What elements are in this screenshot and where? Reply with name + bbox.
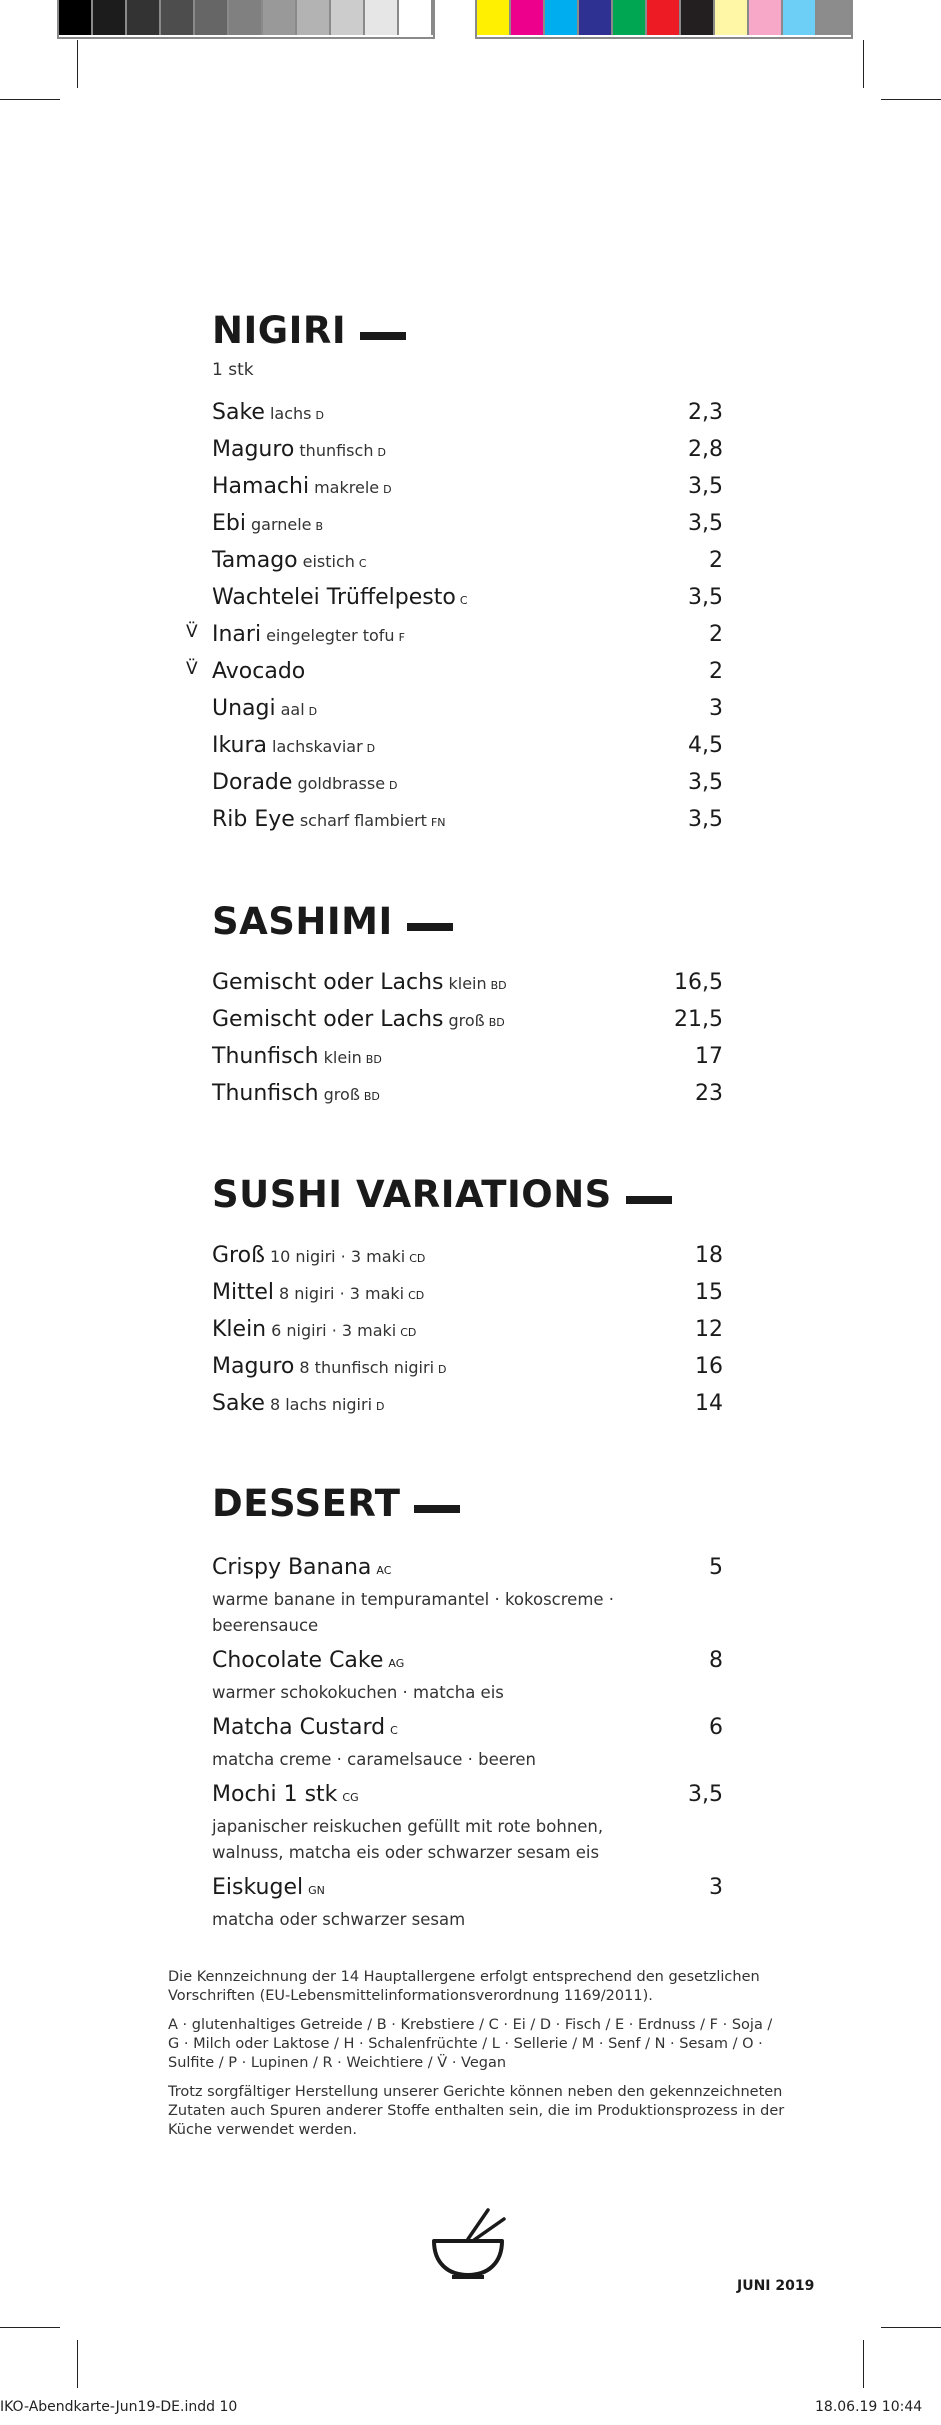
item-name: Mochi 1 stk [212, 1782, 338, 1807]
allergen-note-traces: Trotz sorgfältiger Herstellung unserer Gerichte können neben den gekennzeichneten Zutaten auch Spuren anderer Stoffe enthalten sein, die im Produktionsprozess in der Küche verwendet werden. [168, 2084, 785, 2138]
item-name: Chocolate Cake [212, 1648, 384, 1673]
item-price: 2 [709, 548, 723, 573]
item-description: lachs [269, 404, 312, 423]
dessert-item [212, 1875, 723, 1933]
item-name: Mittel [212, 1280, 274, 1305]
item-price: 3,5 [688, 585, 723, 610]
menu-item-row [186, 622, 723, 659]
item-price: 5 [709, 1555, 723, 1580]
print-slug-timestamp: 18.06.19 10:44 [815, 2399, 923, 2415]
color-swatch [613, 0, 647, 35]
item-price: 14 [695, 1391, 723, 1416]
menu-item-row [212, 585, 723, 622]
item-name: Maguro [212, 437, 295, 462]
item-description: 10 nigiri · 3 maki [269, 1247, 406, 1266]
color-swatch [93, 0, 127, 35]
item-price: 8 [709, 1648, 723, 1673]
item-description: 8 lachs nigiri [269, 1395, 373, 1414]
crop-mark [863, 40, 864, 88]
menu-item-row [212, 437, 723, 474]
allergen-codes: D [438, 1363, 447, 1376]
sushi-variations-title: SUSHI VARIATIONS [212, 1173, 612, 1216]
dessert-heading [212, 1482, 460, 1525]
allergen-codes: BD [363, 1090, 380, 1103]
item-price: 3 [709, 696, 723, 721]
menu-item-row [212, 1044, 723, 1081]
allergen-codes: BD [490, 979, 507, 992]
menu-item-row [212, 733, 723, 770]
color-swatch [783, 0, 817, 35]
item-description: japanischer reiskuchen gefüllt mit rote bohnen, walnuss, matcha eis oder schwarzer sesam eis [212, 1817, 604, 1862]
menu-item-row [212, 970, 723, 1007]
item-description: 8 nigiri · 3 maki [279, 1284, 405, 1303]
print-slug-filename: IKO-Abendkarte-Jun19-DE.indd 10 [0, 2399, 238, 2415]
item-description: eistich [302, 552, 355, 571]
allergen-codes: GN [308, 1884, 325, 1897]
nigiri-list [186, 400, 723, 844]
menu-item-row [212, 1243, 723, 1280]
dessert-list [212, 1555, 723, 1942]
color-swatch [229, 0, 263, 35]
menu-item-row [212, 696, 723, 733]
dessert-item-header [212, 1782, 723, 1814]
item-price: 3,5 [688, 770, 723, 795]
item-price: 2 [709, 622, 723, 647]
color-swatch [399, 0, 433, 35]
allergen-codes: D [383, 483, 392, 496]
color-swatch [477, 0, 511, 35]
nigiri-subtitle: 1 stk [212, 360, 254, 380]
color-swatch [749, 0, 783, 35]
sushi-variations-heading [212, 1173, 672, 1216]
item-name: Gemischt oder Lachs [212, 1007, 444, 1032]
color-swatch [647, 0, 681, 35]
item-description: klein [323, 1048, 362, 1067]
item-description: scharf flambiert [299, 811, 427, 830]
item-name: Groß [212, 1243, 265, 1268]
title-underline-bar [626, 1196, 672, 1204]
nigiri-heading [212, 309, 406, 352]
item-price: 17 [695, 1044, 723, 1069]
item-name: Thunfisch [212, 1081, 319, 1106]
allergen-codes: C [358, 557, 367, 570]
allergen-codes: D [389, 779, 398, 792]
dessert-item [212, 1715, 723, 1773]
menu-item-row [212, 1007, 723, 1044]
grayscale-color-bar [57, 0, 435, 39]
dessert-item-header [212, 1715, 723, 1747]
allergen-codes: CD [408, 1289, 425, 1302]
dessert-item [212, 1782, 723, 1866]
dessert-item-header [212, 1555, 723, 1587]
menu-date: JUNI 2019 [737, 2278, 815, 2294]
color-swatch [681, 0, 715, 35]
color-swatch [331, 0, 365, 35]
menu-item-row [212, 400, 723, 437]
item-name: Klein [212, 1317, 267, 1342]
sashimi-heading [212, 900, 453, 943]
item-description: goldbrasse [297, 774, 386, 793]
menu-item-row [212, 1317, 723, 1354]
menu-item-row [212, 474, 723, 511]
color-swatch [579, 0, 613, 35]
item-name: Tamago [212, 548, 298, 573]
item-price: 3,5 [688, 807, 723, 832]
vegan-icon: V̈ [186, 659, 198, 679]
menu-item-row [212, 1280, 723, 1317]
item-price: 12 [695, 1317, 723, 1342]
dessert-item [212, 1555, 723, 1639]
crop-mark [881, 99, 941, 100]
item-name: Unagi [212, 696, 276, 721]
item-description: 8 thunfisch nigiri [299, 1358, 435, 1377]
item-description: matcha creme · caramelsauce · beeren [212, 1750, 536, 1769]
item-description: groß [448, 1011, 485, 1030]
item-price: 4,5 [688, 733, 723, 758]
item-price: 3,5 [688, 511, 723, 536]
dessert-item-header [212, 1875, 723, 1907]
item-description: aal [280, 700, 305, 719]
dessert-item-header [212, 1648, 723, 1680]
item-description: lachskaviar [272, 737, 363, 756]
title-underline-bar [360, 332, 406, 340]
item-description: eingelegter tofu [266, 626, 395, 645]
item-name: Dorade [212, 770, 293, 795]
dessert-item [212, 1648, 723, 1706]
item-price: 3,5 [688, 1782, 723, 1807]
crop-mark [77, 2340, 78, 2388]
item-price: 3 [709, 1875, 723, 1900]
item-price: 2 [709, 659, 723, 684]
crop-mark [77, 40, 78, 88]
item-name: Maguro [212, 1354, 295, 1379]
item-price: 2,8 [688, 437, 723, 462]
item-name: Sake [212, 400, 265, 425]
allergen-codes: C [459, 594, 468, 607]
color-swatch [161, 0, 195, 35]
item-name: Ikura [212, 733, 268, 758]
allergen-codes: D [377, 446, 386, 459]
crop-mark [863, 2340, 864, 2388]
menu-item-row [212, 1391, 723, 1428]
item-description: warme banane in tempuramantel · kokoscreme · beerensauce [212, 1590, 615, 1635]
item-price: 15 [695, 1280, 723, 1305]
color-swatch [297, 0, 331, 35]
item-price: 23 [695, 1081, 723, 1106]
item-price: 18 [695, 1243, 723, 1268]
color-swatch [59, 0, 93, 35]
allergen-codes: AC [376, 1564, 392, 1577]
allergen-codes: CG [342, 1791, 359, 1804]
menu-item-row [212, 807, 723, 844]
allergen-codes: CD [400, 1326, 417, 1339]
sashimi-list [212, 970, 723, 1118]
menu-item-row [212, 1081, 723, 1118]
item-price: 6 [709, 1715, 723, 1740]
item-description: klein [448, 974, 487, 993]
item-description: thunfisch [299, 441, 374, 460]
item-name: Ebi [212, 511, 246, 536]
color-swatch [263, 0, 297, 35]
crop-mark [0, 99, 60, 100]
color-swatch [545, 0, 579, 35]
item-name: Inari [212, 622, 262, 647]
item-price: 2,3 [688, 400, 723, 425]
item-description: 6 nigiri · 3 maki [271, 1321, 397, 1340]
allergen-notes [168, 1968, 788, 2150]
allergen-codes: FN [430, 816, 446, 829]
item-description: warmer schokokuchen · matcha eis [212, 1683, 504, 1702]
item-name: Gemischt oder Lachs [212, 970, 444, 995]
color-swatch [127, 0, 161, 35]
item-description: makrele [314, 478, 380, 497]
process-color-bar [475, 0, 853, 39]
item-name: Matcha Custard [212, 1715, 386, 1740]
allergen-codes: D [315, 409, 324, 422]
bowl-with-chopsticks-icon [428, 2207, 508, 2287]
item-name: Thunfisch [212, 1044, 319, 1069]
crop-mark [0, 2327, 60, 2328]
allergen-codes: F [398, 631, 405, 644]
item-name: Crispy Banana [212, 1555, 372, 1580]
allergen-codes: AG [388, 1657, 405, 1670]
allergen-codes: B [315, 520, 324, 533]
item-description: matcha oder schwarzer sesam [212, 1910, 466, 1929]
item-name: Hamachi [212, 474, 310, 499]
allergen-legend: A · glutenhaltiges Getreide / B · Krebstiere / C · Ei / D · Fisch / E · Erdnuss / F · Soja / G · Milch oder Laktose / H · Schalenfrüchte / L · Sellerie / M · Senf / N · Sesam / O · Sulfite / P · Lupinen / R · Weichtiere / V̈ · Vegan [168, 2017, 773, 2071]
item-description: garnele [250, 515, 312, 534]
sushi-variations-list [212, 1243, 723, 1428]
item-price: 16 [695, 1354, 723, 1379]
allergen-codes: BD [488, 1016, 505, 1029]
menu-item-row [186, 659, 723, 696]
sashimi-title: SASHIMI [212, 900, 393, 943]
color-swatch [817, 0, 851, 35]
allergen-codes: D [366, 742, 376, 755]
allergen-codes: D [376, 1400, 385, 1413]
item-name: Sake [212, 1391, 265, 1416]
menu-item-row [212, 770, 723, 807]
menu-item-row [212, 1354, 723, 1391]
allergen-codes: C [390, 1724, 398, 1737]
allergen-codes: BD [365, 1053, 382, 1066]
allergen-codes: CD [409, 1252, 426, 1265]
item-price: 21,5 [674, 1007, 723, 1032]
color-swatch [511, 0, 545, 35]
color-swatch [195, 0, 229, 35]
item-name: Wachtelei Trüffelpesto [212, 585, 456, 610]
title-underline-bar [407, 923, 453, 931]
item-price: 16,5 [674, 970, 723, 995]
vegan-icon: V̈ [186, 622, 198, 642]
crop-mark [881, 2327, 941, 2328]
item-name: Rib Eye [212, 807, 295, 832]
item-description: groß [323, 1085, 360, 1104]
dessert-title: DESSERT [212, 1482, 401, 1525]
allergen-note-legal: Die Kennzeichnung der 14 Hauptallergene erfolgt entsprechend den gesetzlichen Vorschriften (EU-Lebensmittelinformationsverordnung 1169/2011). [168, 1969, 760, 2004]
menu-item-row [212, 511, 723, 548]
menu-item-row [212, 548, 723, 585]
item-name: Avocado [212, 659, 306, 684]
color-swatch [365, 0, 399, 35]
color-swatch [715, 0, 749, 35]
nigiri-title: NIGIRI [212, 309, 347, 352]
item-name: Eiskugel [212, 1875, 304, 1900]
title-underline-bar [414, 1505, 460, 1513]
allergen-codes: D [308, 705, 318, 718]
item-price: 3,5 [688, 474, 723, 499]
